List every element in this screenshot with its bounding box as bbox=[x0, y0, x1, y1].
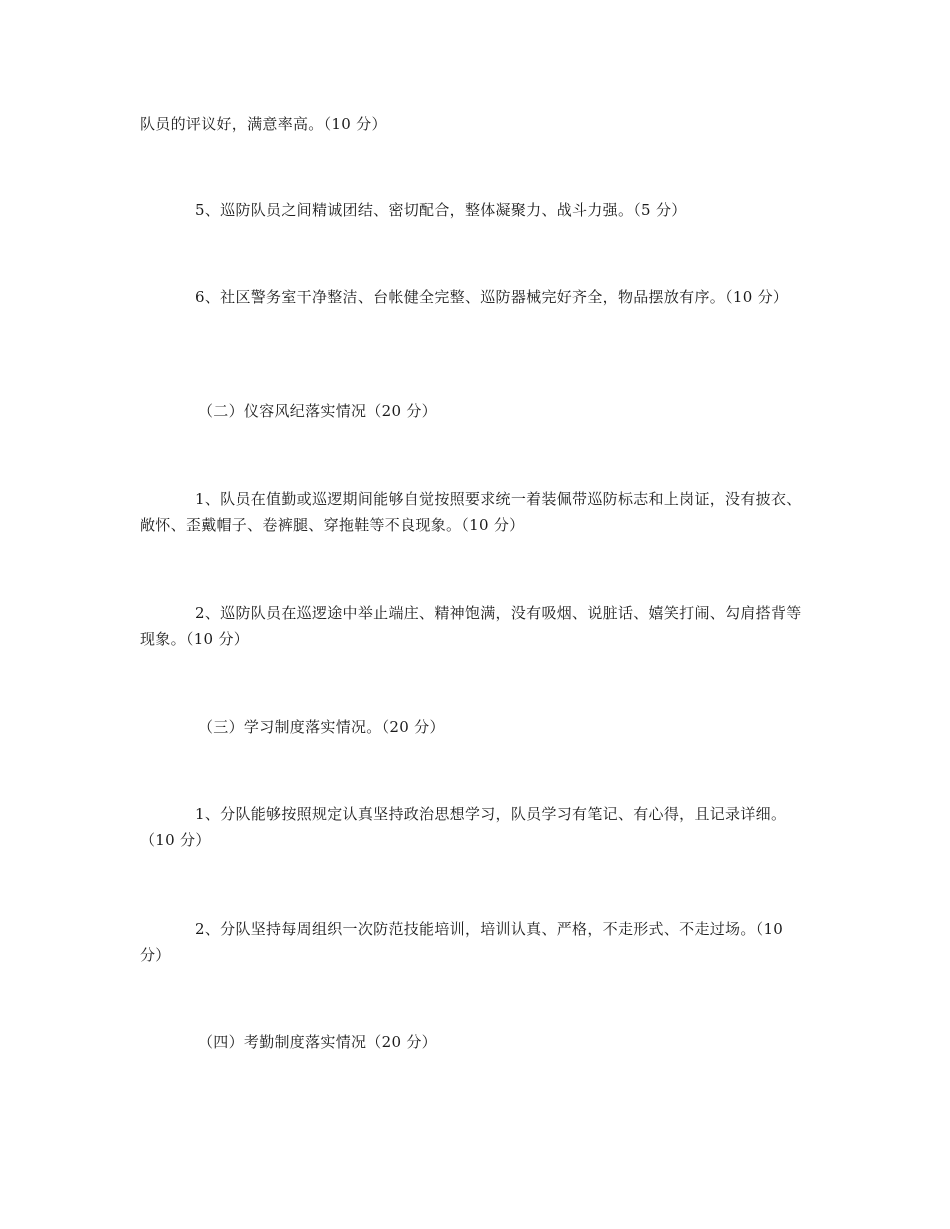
paragraph-study-item-2: 2、分队坚持每周组织一次防范技能培训，培训认真、严格，不走形式、不走过场。（10 分） bbox=[140, 920, 784, 964]
paragraph-study-item-1: 1、分队能够按照规定认真坚持政治思想学习，队员学习有笔记、有心得，且记录详细。（10 分） bbox=[140, 805, 787, 849]
paragraph-satisfaction: 队员的评议好，满意率高。（10 分） bbox=[140, 115, 387, 133]
paragraph-appearance-item-1: 1、队员在值勤或巡逻期间能够自觉按照要求统一着装佩带巡防标志和上岗证，没有披衣、敞怀、歪戴帽子、卷裤腿、穿拖鞋等不良现象。（10 分） bbox=[140, 490, 802, 534]
paragraph-item-6-police-room: 6、社区警务室干净整洁、台帐健全完整、巡防器械完好齐全，物品摆放有序。（10 分） bbox=[195, 288, 789, 306]
section-heading-study: （三）学习制度落实情况。（20 分） bbox=[198, 718, 445, 736]
section-heading-appearance: （二）仪容风纪落实情况（20 分） bbox=[198, 402, 437, 420]
paragraph-item-5-unity: 5、巡防队员之间精诚团结、密切配合，整体凝聚力、战斗力强。（5 分） bbox=[195, 201, 687, 219]
paragraph-appearance-item-2: 2、巡防队员在巡逻途中举止端庄、精神饱满，没有吸烟、说脏话、嬉笑打闹、勾肩搭背等现象。（10 分） bbox=[140, 604, 802, 648]
section-heading-attendance: （四）考勤制度落实情况（20 分） bbox=[198, 1033, 437, 1051]
